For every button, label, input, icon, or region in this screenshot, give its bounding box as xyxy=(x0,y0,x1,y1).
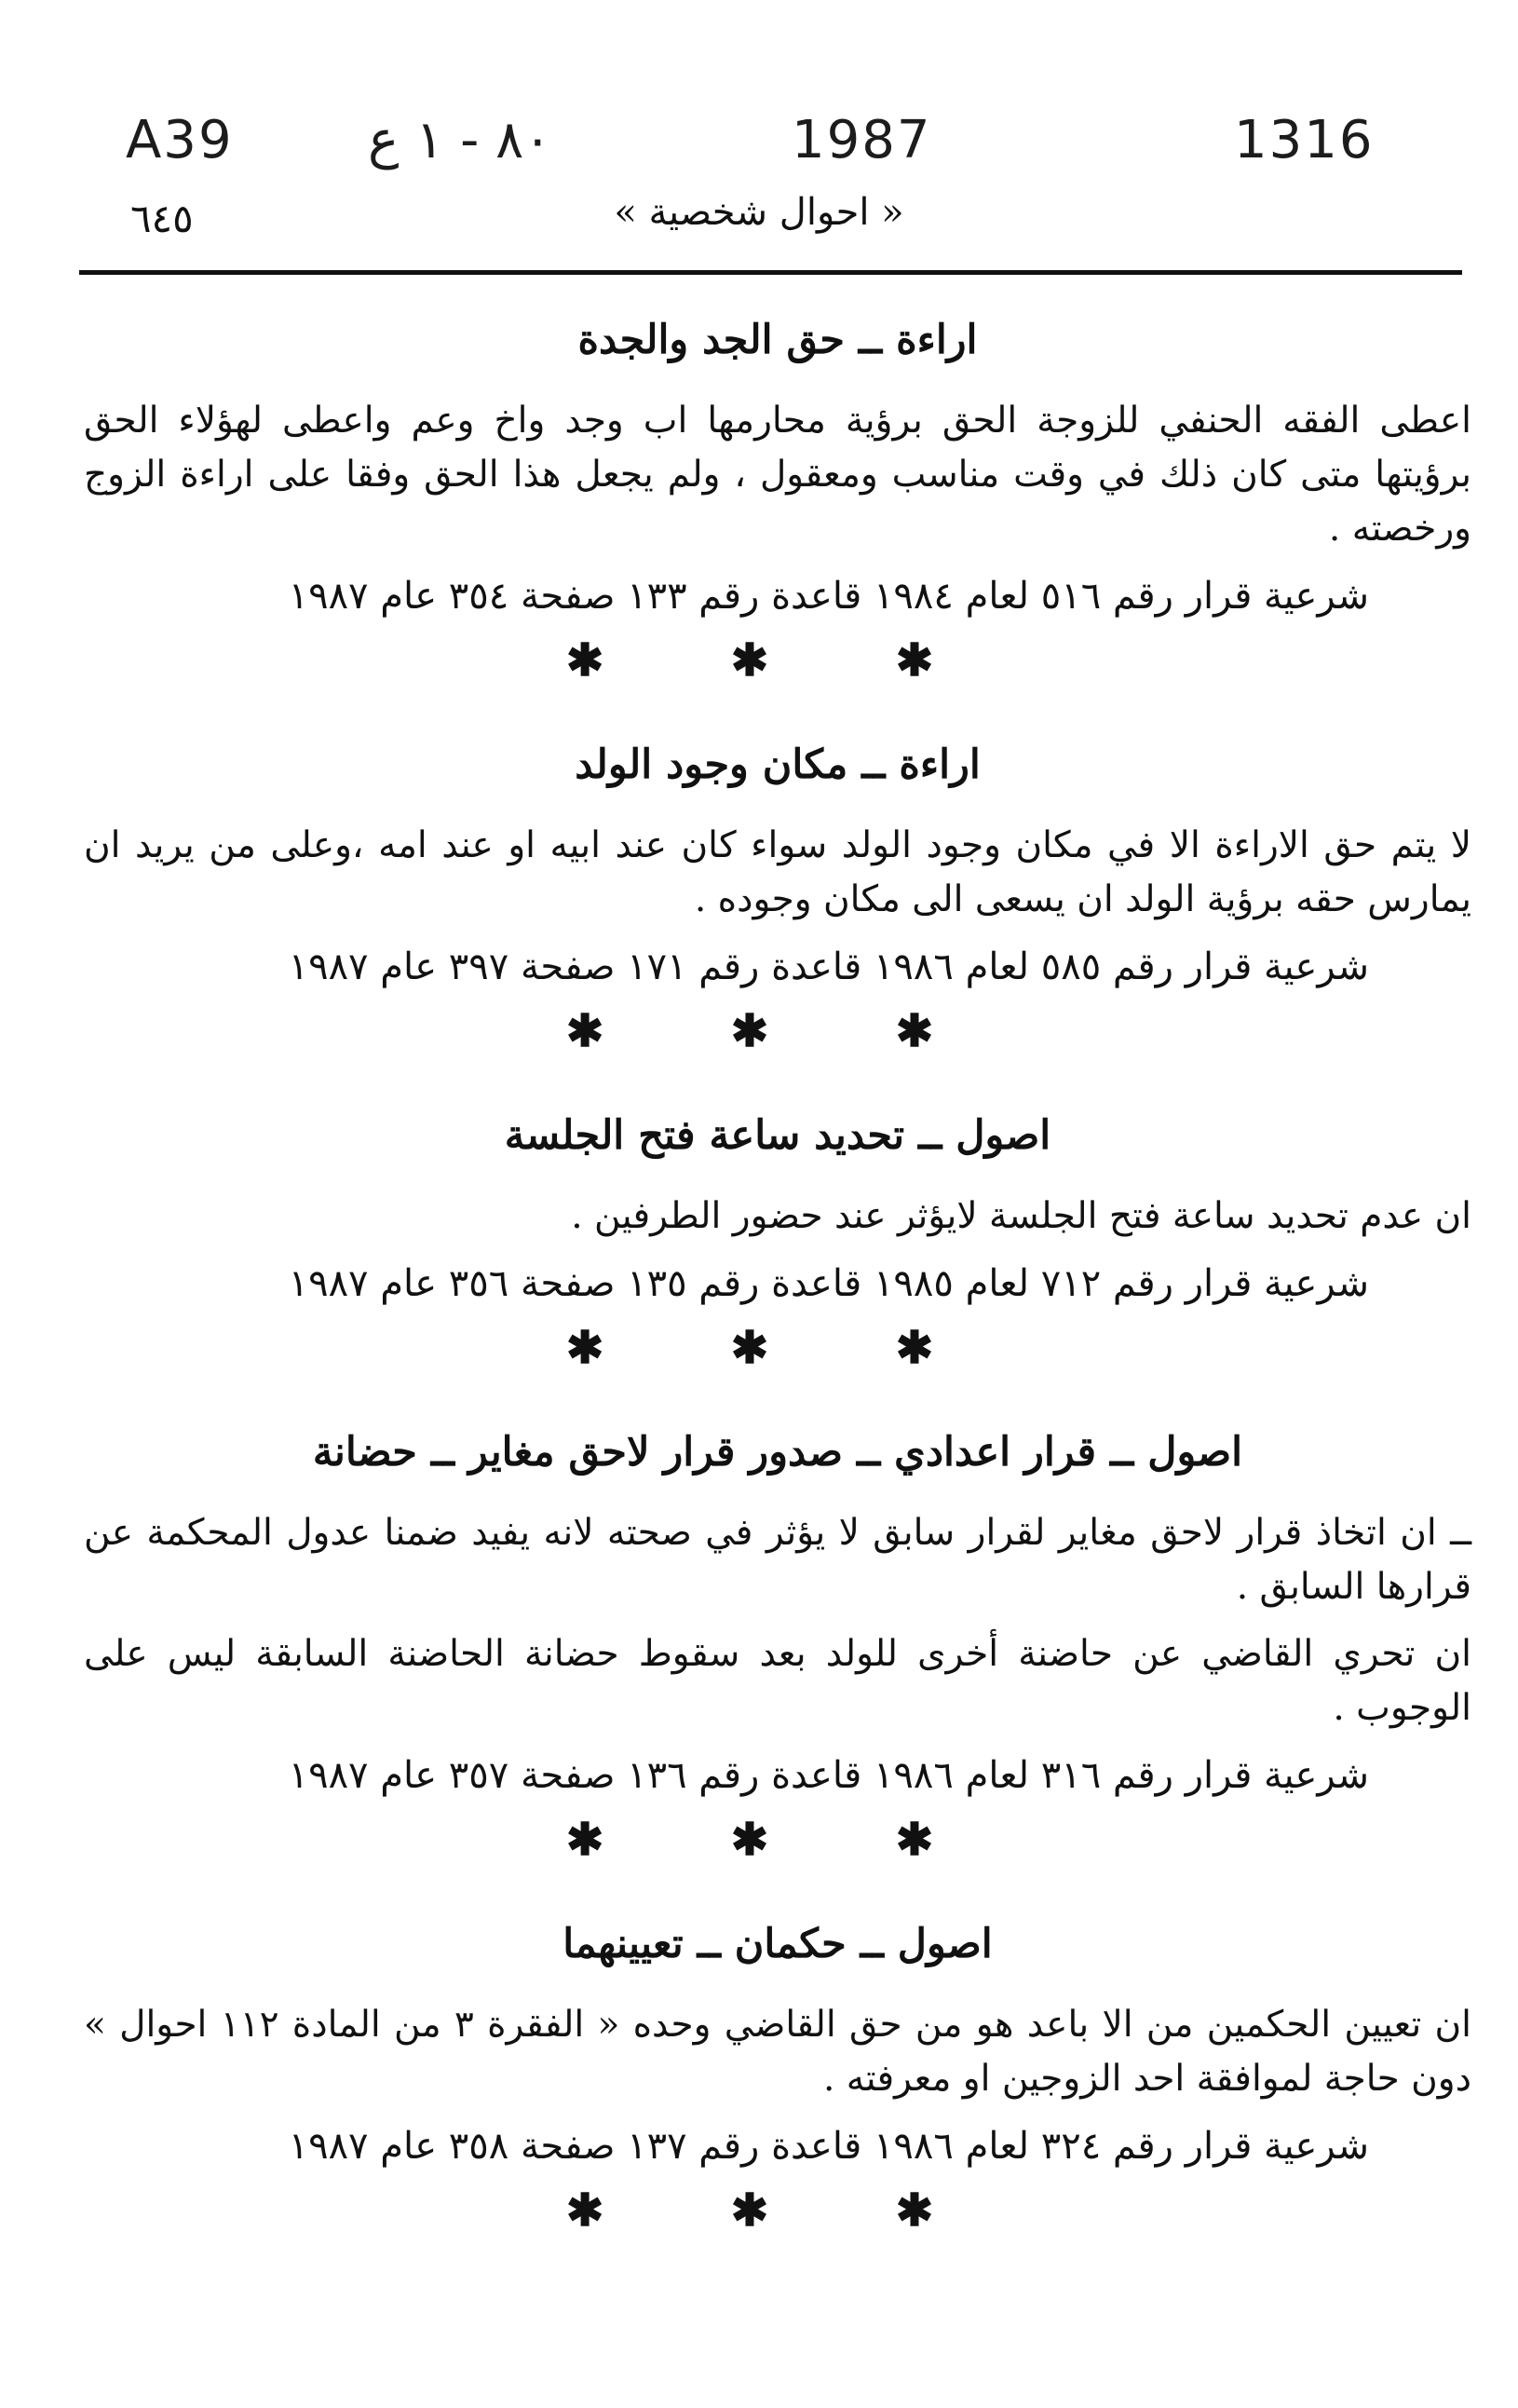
citation-reference: شرعية قرار رقم ٥١٦ لعام ١٩٨٤ قاعدة رقم ١٣٣ صفحة ٣٥٤ عام ١٩٨٧ xyxy=(288,575,1369,618)
section-paragraph: اعطى الفقه الحنفي للزوجة الحق برؤية محارمها اب وجد واخ وعم واعطى لهؤلاء الحق برؤيتها متى كان ذلك في وقت مناسب ومعقول ، ولم يجعل هذا الحق وفقا على اراءة الزوج ورخصته . xyxy=(84,400,1471,550)
section-title: اراءة ــ حق الجد والجدة xyxy=(577,317,978,363)
section-title: اصول ــ حكمان ــ تعيينهما xyxy=(562,1921,993,1967)
section-2 xyxy=(84,737,1471,1059)
asterism-separator: ✱ ✱ ✱ xyxy=(565,1814,990,1866)
page-number: ٦٤٥ xyxy=(130,196,194,241)
asterism-separator: ✱ ✱ ✱ xyxy=(565,1005,990,1057)
section-paragraph: ان تعيين الحكمين من الا باعد هو من حق القاضي وحده « الفقرة ٣ من المادة ١١٢ احوال » دون حاجة لموافقة احد الزوجين او معرفته . xyxy=(84,2004,1471,2100)
citation-reference: شرعية قرار رقم ٥٨٥ لعام ١٩٨٦ قاعدة رقم ١٧١ صفحة ٣٩٧ عام ١٩٨٧ xyxy=(288,946,1369,988)
section-title: اصول ــ قرار اعدادي ــ صدور قرار لاحق مغاير ــ حضانة xyxy=(312,1429,1243,1476)
section-3 xyxy=(84,1108,1471,1376)
handwritten-year: 1987 xyxy=(792,110,932,170)
running-title: « احوال شخصية » xyxy=(614,191,904,234)
section-title: اراءة ــ مكان وجود الولد xyxy=(575,741,981,788)
section-title: اصول ــ تحديد ساعة فتح الجلسة xyxy=(504,1112,1051,1159)
document-body xyxy=(84,312,1471,2287)
section-paragraph: ــ ان اتخاذ قرار لاحق مغاير لقرار سابق لا يؤثر في صحته لانه يفيد ضمنا عدول المحكمة عن قرارها السابق . xyxy=(84,1512,1471,1608)
handwritten-range: ٨٠ - ١ ع xyxy=(368,110,552,170)
section-paragraph: ان تحري القاضي عن حاضنة أخرى للولد بعد سقوط حضانة الحاضنة السابقة ليس على الوجوب . xyxy=(84,1633,1471,1729)
citation-reference: شرعية قرار رقم ٣١٦ لعام ١٩٨٦ قاعدة رقم ١٣٦ صفحة ٣٥٧ عام ١٩٨٧ xyxy=(288,1754,1369,1797)
citation-reference: شرعية قرار رقم ٧١٢ لعام ١٩٨٥ قاعدة رقم ١٣٥ صفحة ٣٥٦ عام ١٩٨٧ xyxy=(288,1262,1369,1305)
section-1 xyxy=(84,312,1471,688)
section-paragraph: لا يتم حق الاراءة الا في مكان وجود الولد سواء كان عند ابيه او عند امه ،وعلى من يريد ان يمارس حقه برؤية الولد ان يسعى الى مكان وجوده . xyxy=(84,824,1471,920)
section-paragraph: ان عدم تحديد ساعة فتح الجلسة لايؤثر عند حضور الطرفين . xyxy=(571,1195,1471,1237)
section-5 xyxy=(84,1916,1471,2238)
asterism-separator: ✱ ✱ ✱ xyxy=(565,2184,990,2237)
handwritten-folio: A39 xyxy=(126,110,234,170)
header-rule xyxy=(79,270,1462,275)
handwritten-number: 1316 xyxy=(1234,110,1375,170)
asterism-separator: ✱ ✱ ✱ xyxy=(565,634,990,687)
section-4 xyxy=(84,1424,1471,1868)
asterism-separator: ✱ ✱ ✱ xyxy=(565,1322,990,1374)
citation-reference: شرعية قرار رقم ٣٢٤ لعام ١٩٨٦ قاعدة رقم ١٣٧ صفحة ٣٥٨ عام ١٩٨٧ xyxy=(288,2125,1369,2168)
